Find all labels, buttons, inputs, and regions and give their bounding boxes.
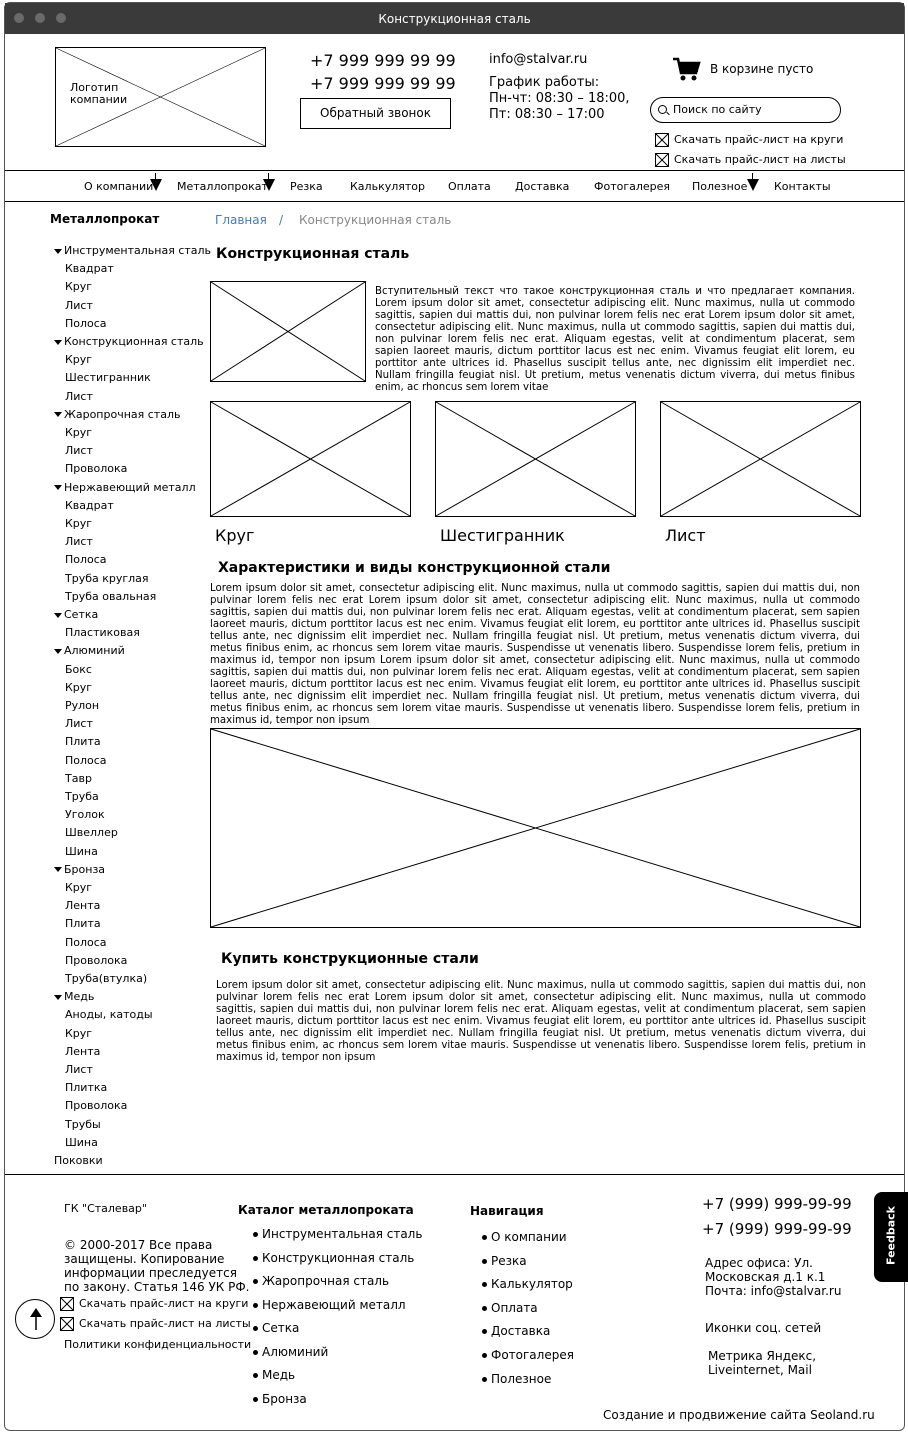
breadcrumb-current: Конструкционная сталь [299, 213, 452, 227]
sidebar-item[interactable]: Пластиковая [65, 626, 140, 640]
sidebar-item[interactable]: Проволока [65, 462, 128, 476]
footer-catalog-item[interactable] [253, 1392, 307, 1406]
footer-catalog-label: Нержавеющий металл [262, 1297, 406, 1312]
sidebar-item[interactable]: Труба круглая [65, 571, 149, 585]
footer-nav-label: Доставка [491, 1324, 551, 1339]
sidebar-item[interactable]: Лента [65, 899, 101, 913]
download-icon [655, 153, 669, 167]
bullet-icon [253, 1232, 258, 1237]
sidebar-item[interactable]: Рулон [65, 699, 100, 712]
footer-catalog-label: Жаропрочная сталь [262, 1274, 390, 1288]
section-buy-text: Lorem ipsum dolor sit amet, consectetur adipiscing elit. Nunc maximus, nulla ut commodo sagittis, sapien dui mattis dui, non pulvinar lorem felis nec erat Lorem ipsum dolor sit amet, consectetur adipiscing elit. Nunc maximus, nulla ut commodo sagittis, sapien dui mattis dui, non pulvinar lorem felis nec erat. Aliquam egestas, velit at condimentum placerat, sem sapien laoreet mauris, dictum porttitor lacus est nec enim. Vivamus feugiat elit lorem, eu porttitor ante ultrices id. Phasellus suscipit tellus ante, nec dignissim elit imperdiet nec. Nullam fringilla feugiat nisl. Ut pretium, metus venenatis dictum viverra, dui metus finibus enim, ac rhoncus sem lorem vitae mauris. Suspendisse ut venenatis libero. Suspendisse lorem felis, pretium in maximus id, tempor non ipsum [216, 980, 866, 1063]
section-characteristics-text: Lorem ipsum dolor sit amet, consectetur adipiscing elit. Nunc maximus, nulla ut commodo sagittis, sapien dui mattis dui, non pulvinar lorem felis nec erat Lorem ipsum dolor sit amet, consectetur adipiscing elit. Nunc maximus, nulla ut commodo sagittis, sapien dui mattis dui, non pulvinar lorem felis nec erat. Aliquam egestas, velit at condimentum placerat, sem sapien laoreet mauris, dictum porttitor lacus est nec enim. Vivamus feugiat elit lorem, eu porttitor ante ultrices id. Phasellus suscipit tellus ante, nec dignissim elit imperdiet nec. Nullam fringilla feugiat nisl. Ut pretium, metus venenatis dictum viverra, dui metus finibus enim, ac rhoncus sem lorem vitae mauris. Suspendisse ut venenatis libero. Suspendisse lorem felis, pretium in maximus id, tempor non ipsum Lorem ipsum dolor sit amet, consectetur adipiscing elit. Nunc maximus, nulla ut commodo sagittis, sapien dui mattis dui, non pulvinar lorem felis nec erat. Aliquam egestas, velit at condimentum placerat, sem sapien laoreet mauris, dictum porttitor lacus est nec enim. Vivamus feugiat elit lorem, eu porttitor ante ultrices id. Phasellus suscipit tellus ante, nec dignissim elit imperdiet nec. Nullam fringilla feugiat nisl. Ut pretium, metus venenatis dictum viverra, dui metus finibus enim, ac rhoncus sem lorem vitae mauris. Suspendisse ut venenatis libero. Suspendisse lorem felis, pretium in maximus id, tempor non ipsum [210, 583, 860, 726]
sidebar-group[interactable] [54, 335, 204, 348]
nav-payment[interactable]: Оплата [448, 180, 491, 193]
chevron-down-icon[interactable] [747, 179, 759, 191]
download-label: Скачать прайс-лист на листы [79, 1317, 251, 1330]
arrow-up-icon [16, 1300, 56, 1340]
sidebar-item[interactable]: Труба [65, 790, 99, 803]
footer-nav-label: Калькулятор [491, 1277, 573, 1292]
footer-catalog-label: Сетка [262, 1321, 300, 1335]
footer-company: ГК "Сталевар" [64, 1202, 147, 1215]
sidebar-item[interactable]: Швеллер [65, 826, 118, 840]
sidebar-item[interactable]: Шина [65, 844, 98, 858]
sidebar-item[interactable]: Плита [65, 917, 101, 931]
copyright-line: информации преследуется [64, 1266, 237, 1280]
sidebar-item[interactable]: Труба овальная [65, 589, 157, 603]
footer-nav-item[interactable] [482, 1372, 551, 1386]
copyright-line: защищены. Копирование [64, 1252, 225, 1266]
chevron-down-icon[interactable] [150, 179, 162, 191]
sidebar-item[interactable]: Круг [65, 280, 93, 294]
callback-button[interactable]: Обратный звонок [300, 98, 451, 129]
logo-label: Логотип компании [70, 81, 128, 106]
bullet-icon [253, 1279, 258, 1284]
caret-down-icon[interactable] [54, 649, 62, 654]
sidebar-item[interactable]: Круг [65, 426, 93, 439]
footer-catalog-item[interactable] [253, 1227, 422, 1241]
sidebar-item[interactable]: Полоса [65, 753, 107, 767]
scroll-to-top-button[interactable] [15, 1299, 55, 1339]
footer-catalog-item[interactable] [253, 1274, 389, 1288]
bullet-icon [253, 1397, 258, 1402]
footer-download-sheets[interactable] [60, 1317, 251, 1331]
sidebar-item[interactable]: Круг [65, 1026, 93, 1040]
sidebar-group[interactable] [54, 863, 105, 876]
nav-cutting[interactable]: Резка [290, 180, 323, 193]
sidebar-item[interactable]: Круг [65, 881, 93, 894]
footer-catalog-item[interactable] [253, 1298, 406, 1312]
footer-nav-title: Навигация [470, 1204, 544, 1218]
sidebar-item[interactable]: Лист [65, 717, 93, 731]
footer-metrics [708, 1349, 816, 1377]
sidebar-group-label: Конструкционная сталь [64, 335, 204, 348]
bullet-icon [253, 1373, 258, 1378]
sidebar-group-label: Алюминий [64, 644, 125, 658]
bullet-icon [253, 1303, 258, 1308]
sidebar-item[interactable]: Плита [65, 735, 101, 749]
privacy-policy-link[interactable]: Политики конфиденциальности [64, 1338, 252, 1351]
search-placeholder: Поиск по сайту [673, 103, 762, 116]
footer-nav-label: Резка [491, 1253, 527, 1268]
feedback-button[interactable] [874, 1192, 908, 1282]
nav-calculator[interactable]: Калькулятор [350, 180, 425, 193]
bullet-icon [253, 1326, 258, 1331]
schedule-title: График работы: [489, 75, 600, 90]
sidebar-group-label: Сетка [64, 608, 99, 621]
sidebar-item-forgings[interactable]: Поковки [54, 1154, 103, 1167]
sidebar-item[interactable]: Полоса [65, 316, 107, 330]
download-label: Скачать прайс-лист на круги [79, 1297, 249, 1310]
sidebar-group[interactable] [54, 244, 211, 257]
footer-nav-item[interactable] [482, 1254, 527, 1268]
sidebar-item[interactable]: Уголок [65, 808, 105, 822]
header-email[interactable]: info@stalvar.ru [489, 52, 588, 67]
caret-down-icon[interactable] [54, 412, 62, 417]
product-image-hexagon[interactable] [435, 401, 636, 517]
nav-delivery[interactable]: Доставка [515, 180, 570, 193]
copyright-line: по закону. Статья 146 УК РФ. [64, 1280, 250, 1294]
bullet-icon [482, 1353, 487, 1358]
footer-phone-1[interactable]: +7 (999) 999-99-99 [702, 1195, 852, 1213]
bullet-icon [482, 1306, 487, 1311]
sidebar-item[interactable]: Лист [65, 1063, 93, 1076]
download-price-sheets[interactable] [655, 153, 846, 167]
footer-phone-2[interactable]: +7 (999) 999-99-99 [702, 1220, 852, 1238]
address-line: Адрес офиса: Ул. [705, 1256, 813, 1270]
intro-text: Вступительный текст что такое конструкционная сталь и что предлагает компания. Lorem ipsum dolor sit amet, consectetur adipiscing elit. Nunc maximus, nulla ut commodo sagittis, sapien dui mattis dui, non pulvinar lorem felis nec erat Lorem ipsum dolor sit amet, consectetur adipiscing elit. Nunc maximus, nulla ut commodo sagittis, sapien dui mattis dui, non pulvinar lorem felis nec erat. Aliquam egestas, velit at condimentum placerat, sem sapien laoreet mauris, dictum porttitor lacus est nec enim. Vivamus feugiat elit lorem, eu porttitor ante ultrices id. Phasellus suscipit tellus ante, nec dignissim elit imperdiet nec. Nullam fringilla feugiat nisl. Ut pretium, metus venenatis dictum viverra, dui metus finibus enim, ac rhoncus sem lorem vitae [375, 286, 855, 393]
sidebar-item[interactable]: Квадрат [65, 262, 114, 276]
download-label: Скачать прайс-лист на круги [674, 133, 844, 146]
address-line: Московская д.1 к.1 [705, 1270, 826, 1284]
footer-catalog-label: Конструкционная сталь [262, 1250, 415, 1265]
sidebar-group[interactable] [54, 608, 98, 621]
schedule-weekdays: Пн-чт: 08:30 – 18:00, [489, 91, 630, 106]
nav-about[interactable]: О компании [84, 180, 154, 193]
footer-divider [5, 1174, 904, 1175]
product-image-circle[interactable] [210, 401, 411, 517]
footer-catalog-label: Инструментальная сталь [262, 1227, 423, 1241]
caret-down-icon[interactable] [54, 867, 62, 872]
sidebar-item[interactable]: Шина [65, 1135, 98, 1149]
download-price-circles[interactable] [655, 133, 843, 147]
chevron-down-icon[interactable] [263, 179, 275, 191]
main-nav [5, 170, 904, 202]
product-caption-circle[interactable]: Круг [215, 526, 255, 545]
sidebar-item[interactable]: Проволока [65, 1099, 128, 1113]
sidebar-item[interactable]: Лист [65, 298, 93, 312]
caret-down-icon[interactable] [54, 613, 62, 618]
search-input[interactable] [650, 97, 841, 123]
footer-catalog-label: Бронза [262, 1391, 307, 1406]
footer-catalog-item[interactable] [253, 1321, 299, 1335]
sidebar-group-label: Инструментальная сталь [64, 244, 212, 257]
window-title: Конструкционная сталь [378, 12, 531, 26]
footer-nav-item[interactable] [482, 1324, 550, 1338]
footer-nav-label: Полезное [491, 1371, 552, 1386]
footer-catalog-label: Алюминий [262, 1344, 329, 1359]
sidebar-item[interactable]: Аноды, катоды [65, 1008, 153, 1022]
footer-catalog-item[interactable] [253, 1368, 295, 1382]
sidebar-item[interactable]: Лист [65, 444, 93, 458]
search-icon [658, 105, 667, 114]
sidebar-group-label: Нержавеющий металл [64, 480, 196, 494]
product-image-sheet[interactable] [660, 401, 861, 517]
product-caption-sheet[interactable]: Лист [665, 526, 706, 545]
feedback-label: Feedback [884, 1206, 898, 1265]
bullet-icon [482, 1329, 487, 1334]
download-icon [60, 1317, 74, 1331]
sidebar-group-label: Жаропрочная сталь [64, 407, 181, 421]
footer-nav-label: Оплата [491, 1300, 538, 1315]
footer-catalog-label: Медь [262, 1368, 296, 1382]
bullet-icon [253, 1350, 258, 1355]
sidebar-item[interactable]: Полоса [65, 553, 107, 567]
bullet-icon [482, 1282, 487, 1287]
footer-nav-item[interactable] [482, 1230, 567, 1244]
sidebar-item[interactable]: Круг [65, 517, 93, 530]
nav-metal[interactable]: Металлопрокат [177, 180, 268, 193]
bullet-icon [482, 1259, 487, 1264]
product-caption-hexagon[interactable]: Шестигранник [440, 526, 565, 545]
intro-image [210, 281, 366, 382]
bullet-icon [253, 1256, 258, 1261]
work-schedule [489, 75, 630, 123]
nav-contacts[interactable]: Контакты [774, 180, 831, 193]
nav-useful[interactable]: Полезное [692, 180, 748, 193]
wide-image [210, 728, 861, 928]
download-icon [655, 133, 669, 147]
title-bar [5, 3, 904, 34]
bullet-icon [482, 1377, 487, 1382]
sidebar-group-label: Медь [64, 990, 95, 1004]
download-label: Скачать прайс-лист на листы [674, 153, 846, 166]
caret-down-icon[interactable] [54, 340, 62, 345]
footer-catalog-title: Каталог металлопроката [238, 1203, 414, 1217]
footer-catalog-item[interactable] [253, 1345, 328, 1359]
header-phone-2[interactable]: +7 999 999 99 99 [310, 74, 456, 93]
sidebar-item[interactable]: Лента [65, 1044, 101, 1058]
section-characteristics-title: Характеристики и виды конструкционной стали [218, 560, 611, 576]
footer-copyright [64, 1238, 249, 1294]
social-icons-placeholder[interactable]: Иконки соц. сетей [705, 1321, 822, 1335]
footer-credits[interactable]: Создание и продвижение сайта Seoland.ru [603, 1408, 875, 1422]
sidebar-item[interactable]: Тавр [65, 771, 92, 785]
footer-address [705, 1256, 841, 1298]
cart-status[interactable]: В корзине пусто [710, 62, 814, 76]
metrics-line: Метрика Яндекс, [708, 1349, 817, 1363]
page-title: Конструкционная сталь [216, 246, 410, 262]
footer-nav-item[interactable] [482, 1348, 574, 1362]
metrics-line: Liveinternet, Mail [708, 1363, 812, 1377]
sidebar-item[interactable]: Лист [65, 535, 93, 549]
footer-nav-item[interactable] [482, 1277, 573, 1291]
footer-nav-item[interactable] [482, 1301, 538, 1315]
sidebar-item[interactable]: Круг [65, 353, 93, 367]
footer-catalog-item[interactable] [253, 1251, 414, 1265]
address-line: Почта: info@stalvar.ru [705, 1284, 842, 1298]
sidebar-item[interactable]: Трубы [65, 1117, 101, 1131]
sidebar-item[interactable]: Плитка [65, 1081, 108, 1095]
footer-nav-label: О компании [491, 1230, 567, 1244]
sidebar-item[interactable]: Полоса [65, 935, 107, 949]
sidebar-item[interactable]: Труба(втулка) [65, 972, 148, 985]
browser-window [4, 2, 905, 1431]
sidebar-item[interactable]: Проволока [65, 953, 128, 967]
sidebar-group[interactable] [54, 481, 196, 494]
footer-download-circles[interactable] [60, 1297, 248, 1311]
header-phone-1[interactable]: +7 999 999 99 99 [310, 51, 456, 70]
sidebar-item[interactable]: Шестигранник [65, 371, 151, 385]
nav-gallery[interactable]: Фотогалерея [594, 180, 671, 193]
caret-down-icon[interactable] [54, 995, 62, 1000]
copyright-line: © 2000-2017 Все права [64, 1238, 213, 1252]
sidebar-group[interactable] [54, 408, 180, 421]
caret-down-icon[interactable] [54, 249, 62, 254]
caret-down-icon[interactable] [54, 485, 62, 490]
sidebar-item[interactable]: Квадрат [65, 498, 114, 512]
download-icon [60, 1297, 74, 1311]
sidebar-group[interactable] [54, 990, 94, 1003]
section-buy-title: Купить конструкционные стали [221, 951, 479, 967]
sidebar-title: Металлопрокат [50, 212, 160, 226]
sidebar-item[interactable]: Круг [65, 680, 93, 694]
breadcrumb-separator: / [279, 213, 284, 227]
company-logo[interactable] [55, 47, 266, 147]
sidebar-group[interactable] [54, 644, 125, 657]
footer-nav-label: Фотогалерея [491, 1348, 574, 1362]
bullet-icon [482, 1235, 487, 1240]
schedule-friday: Пт: 08:30 – 17:00 [489, 107, 605, 122]
cart-icon[interactable] [672, 57, 702, 83]
sidebar-group-label: Бронза [64, 862, 106, 876]
breadcrumb-home[interactable]: Главная [215, 213, 267, 227]
sidebar-item[interactable]: Бокс [65, 662, 92, 676]
sidebar-item[interactable]: Лист [65, 389, 93, 403]
